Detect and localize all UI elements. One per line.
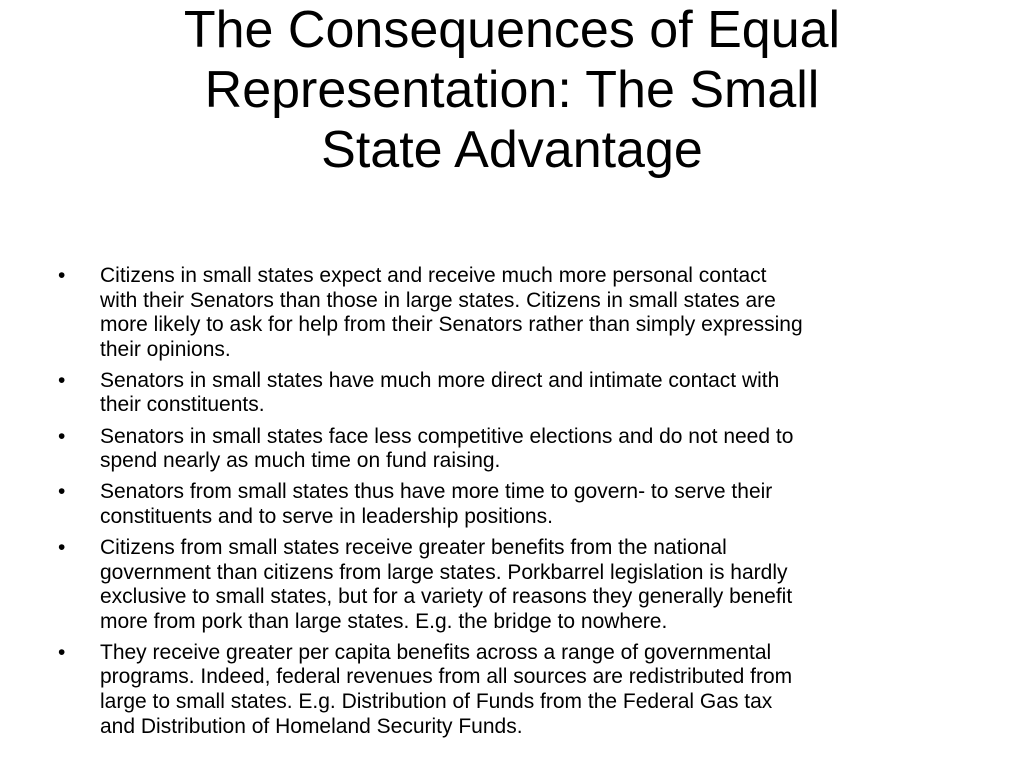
bullet-text	[100, 641, 976, 739]
slide-title-line: The Consequences of Equal	[183, 1, 841, 59]
bullet-item	[56, 264, 976, 362]
bullet-line: government than citizens from large states. Porkbarrel legislation is hardly	[100, 560, 788, 584]
bullet-line: their opinions.	[100, 337, 231, 361]
bullet-text	[100, 480, 976, 529]
bullet-dot-icon: •	[58, 480, 66, 504]
bullet-dot-icon: •	[58, 535, 66, 559]
bullet-line: programs. Indeed, federal revenues from all sources are redistributed from	[100, 665, 793, 689]
bullet-line: spend nearly as much time on fund raising.	[100, 449, 501, 473]
bullet-line: Citizens from small states receive greater benefits from the national	[100, 535, 727, 559]
bullet-line: more from pork than large states. E.g. the bridge to nowhere.	[100, 609, 668, 633]
bullet-item	[56, 369, 976, 418]
bullet-list	[56, 264, 976, 746]
bullet-dot-icon: •	[58, 368, 66, 392]
bullet-text	[100, 536, 976, 634]
bullet-line: Senators in small states face less competitive elections and do not need to	[100, 424, 794, 448]
bullet-line: more likely to ask for help from their Senators rather than simply expressing	[100, 313, 803, 337]
bullet-line: They receive greater per capita benefits across a range of governmental	[100, 640, 772, 664]
bullet-dot-icon: •	[58, 640, 66, 664]
bullet-line: Senators from small states thus have more time to govern- to serve their	[100, 480, 773, 504]
bullet-item	[56, 536, 976, 634]
bullet-line: and Distribution of Homeland Security Funds.	[100, 714, 523, 738]
bullet-line: exclusive to small states, but for a variety of reasons they generally benefit	[100, 585, 793, 609]
bullet-text	[100, 425, 976, 474]
bullet-line: Senators in small states have much more direct and intimate contact with	[100, 368, 780, 392]
bullet-dot-icon: •	[58, 424, 66, 448]
bullet-text	[100, 369, 976, 418]
bullet-line: constituents and to serve in leadership positions.	[100, 504, 553, 528]
bullet-line: with their Senators than those in large states. Citizens in small states are	[100, 288, 776, 312]
bullet-line: their constituents.	[100, 393, 265, 417]
slide-title	[100, 0, 924, 180]
bullet-text	[100, 264, 976, 362]
bullet-item	[56, 641, 976, 739]
bullet-line: Citizens in small states expect and receive much more personal contact	[100, 264, 767, 287]
slide-title-line: Representation: The Small	[204, 61, 820, 119]
bullet-item	[56, 480, 976, 529]
bullet-line: large to small states. E.g. Distribution of Funds from the Federal Gas tax	[100, 690, 773, 713]
bullet-dot-icon: •	[58, 264, 66, 287]
bullet-item	[56, 425, 976, 474]
slide-title-line: State Advantage	[321, 121, 703, 179]
